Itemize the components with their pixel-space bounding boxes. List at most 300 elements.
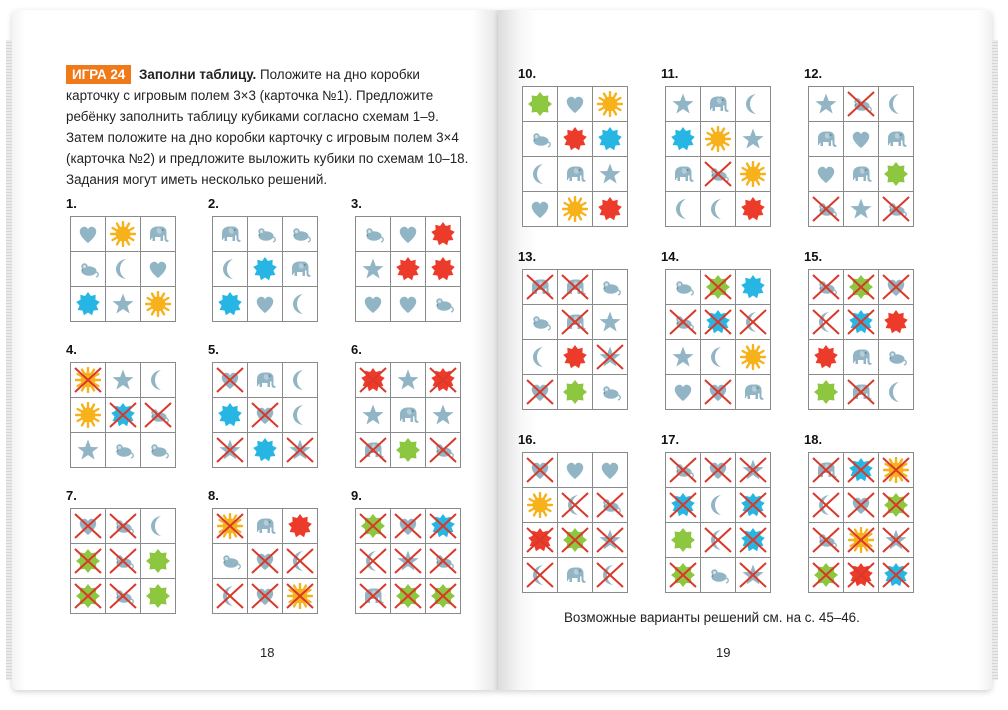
cyan-blot-icon <box>430 513 456 539</box>
grid-cell <box>593 453 627 487</box>
puzzle-scheme <box>804 249 914 410</box>
grid-cell <box>558 87 592 121</box>
star-icon <box>740 562 766 588</box>
star-icon <box>597 344 623 370</box>
grid-cell <box>248 579 282 613</box>
grid-cell <box>844 488 878 522</box>
mouse-icon <box>813 274 839 300</box>
grid-cell <box>879 340 913 374</box>
puzzle-grid <box>70 508 176 614</box>
grid-cell <box>391 252 425 286</box>
grid-cell <box>523 558 557 592</box>
green-blot-icon <box>395 583 421 609</box>
grid-cell <box>523 340 557 374</box>
grid-cell <box>844 87 878 121</box>
heart-icon <box>813 161 839 187</box>
green-blot-icon <box>670 527 696 553</box>
game-tag: ИГРА 24 <box>66 65 131 84</box>
grid-cell <box>844 122 878 156</box>
grid-cell <box>71 544 105 578</box>
puzzle-grid <box>212 508 318 614</box>
puzzle-number: 16. <box>518 432 537 447</box>
grid-cell <box>106 287 140 321</box>
red-blot-icon <box>883 309 909 335</box>
grid-cell <box>523 270 557 304</box>
grid-cell <box>141 579 175 613</box>
grid-cell <box>71 252 105 286</box>
grid-cell <box>356 217 390 251</box>
puzzle-scheme <box>661 432 771 593</box>
mouse-icon <box>287 221 313 247</box>
puzzle-scheme <box>804 432 914 593</box>
puzzle-scheme <box>661 66 771 227</box>
puzzle-number: 7. <box>66 488 77 503</box>
grid-cell <box>701 122 735 156</box>
star-icon <box>360 256 386 282</box>
mouse-icon <box>145 402 171 428</box>
grid-cell <box>213 252 247 286</box>
grid-cell <box>213 287 247 321</box>
solutions-note: Возможные варианты решений см. на с. 45–46. <box>564 610 860 625</box>
grid-cell <box>356 252 390 286</box>
heart-icon <box>527 457 553 483</box>
orange-sun-icon <box>110 221 136 247</box>
green-blot-icon <box>813 379 839 405</box>
grid-cell <box>809 340 843 374</box>
grid-cell <box>844 340 878 374</box>
elephant-icon <box>848 344 874 370</box>
red-blot-icon <box>287 513 313 539</box>
heart-icon <box>395 513 421 539</box>
moon-icon <box>597 562 623 588</box>
grid-cell <box>248 509 282 543</box>
elephant-icon <box>360 437 386 463</box>
grid-cell <box>248 363 282 397</box>
grid-cell <box>736 157 770 191</box>
orange-sun-icon <box>75 402 101 428</box>
grid-cell <box>593 122 627 156</box>
heart-icon <box>75 221 101 247</box>
grid-cell <box>736 523 770 557</box>
elephant-icon <box>740 379 766 405</box>
moon-icon <box>360 548 386 574</box>
puzzle-scheme <box>208 342 318 468</box>
red-blot-icon <box>430 256 456 282</box>
grid-cell <box>701 192 735 226</box>
star-icon <box>360 402 386 428</box>
grid-cell <box>283 217 317 251</box>
puzzle-scheme <box>804 66 914 227</box>
cyan-blot-icon <box>217 291 243 317</box>
green-blot-icon <box>75 548 101 574</box>
heart-icon <box>848 492 874 518</box>
grid-cell <box>666 453 700 487</box>
cyan-blot-icon <box>740 492 766 518</box>
moon-icon <box>883 91 909 117</box>
grid-cell <box>736 375 770 409</box>
puzzle-number: 18. <box>804 432 823 447</box>
grid-cell <box>248 398 282 432</box>
grid-cell <box>71 579 105 613</box>
moon-icon <box>740 309 766 335</box>
puzzle-number: 3. <box>351 196 362 211</box>
grid-cell <box>283 398 317 432</box>
grid-cell <box>844 453 878 487</box>
puzzle-scheme <box>518 249 628 410</box>
moon-icon <box>705 344 731 370</box>
grid-cell <box>356 579 390 613</box>
grid-cell <box>356 287 390 321</box>
orange-sun-icon <box>740 344 766 370</box>
elephant-icon <box>562 161 588 187</box>
grid-cell <box>426 544 460 578</box>
mouse-icon <box>813 196 839 222</box>
moon-icon <box>145 367 171 393</box>
grid-cell <box>844 523 878 557</box>
puzzle-scheme <box>518 432 628 593</box>
mouse-icon <box>110 548 136 574</box>
heart-icon <box>527 379 553 405</box>
grid-cell <box>523 157 557 191</box>
mouse-icon <box>670 457 696 483</box>
green-blot-icon <box>430 583 456 609</box>
puzzle-grid <box>522 86 628 227</box>
heart-icon <box>252 548 278 574</box>
grid-cell <box>141 509 175 543</box>
heart-icon <box>562 457 588 483</box>
grid-cell <box>666 87 700 121</box>
grid-cell <box>106 398 140 432</box>
heart-icon <box>705 457 731 483</box>
mouse-icon <box>430 437 456 463</box>
orange-sun-icon <box>287 583 313 609</box>
red-blot-icon <box>562 344 588 370</box>
moon-icon <box>705 492 731 518</box>
grid-cell <box>879 192 913 226</box>
puzzle-number: 9. <box>351 488 362 503</box>
green-blot-icon <box>848 274 874 300</box>
moon-icon <box>813 492 839 518</box>
star-icon <box>813 91 839 117</box>
green-blot-icon <box>75 583 101 609</box>
grid-cell <box>283 287 317 321</box>
grid-cell <box>391 217 425 251</box>
red-blot-icon <box>597 196 623 222</box>
green-blot-icon <box>883 161 909 187</box>
puzzle-number: 1. <box>66 196 77 211</box>
grid-cell <box>666 122 700 156</box>
cyan-blot-icon <box>252 256 278 282</box>
puzzle-scheme <box>351 196 461 322</box>
green-blot-icon <box>670 562 696 588</box>
star-icon <box>848 196 874 222</box>
elephant-icon <box>527 274 553 300</box>
orange-sun-icon <box>883 457 909 483</box>
grid-cell <box>701 270 735 304</box>
grid-cell <box>736 340 770 374</box>
moon-icon <box>813 309 839 335</box>
mouse-icon <box>883 196 909 222</box>
grid-cell <box>356 398 390 432</box>
grid-cell <box>558 558 592 592</box>
grid-cell <box>71 217 105 251</box>
grid-cell <box>283 252 317 286</box>
grid-cell <box>666 523 700 557</box>
grid-cell <box>844 305 878 339</box>
page-edge <box>6 40 12 680</box>
heart-icon <box>252 583 278 609</box>
grid-cell <box>523 523 557 557</box>
grid-cell <box>736 87 770 121</box>
elephant-icon <box>562 562 588 588</box>
grid-cell <box>106 252 140 286</box>
red-blot-icon <box>527 527 553 553</box>
mouse-icon <box>813 527 839 553</box>
grid-cell <box>844 192 878 226</box>
grid-cell <box>248 287 282 321</box>
game-title: Заполни таблицу. <box>139 67 257 82</box>
orange-sun-icon <box>527 492 553 518</box>
green-blot-icon <box>395 437 421 463</box>
cyan-blot-icon <box>740 527 766 553</box>
heart-icon <box>217 367 243 393</box>
grid-cell <box>558 488 592 522</box>
grid-cell <box>356 544 390 578</box>
mouse-icon <box>670 309 696 335</box>
grid-cell <box>809 523 843 557</box>
puzzle-grid <box>70 362 176 468</box>
star-icon <box>110 367 136 393</box>
grid-cell <box>879 488 913 522</box>
moon-icon <box>287 548 313 574</box>
mouse-icon <box>527 126 553 152</box>
grid-cell <box>736 453 770 487</box>
puzzle-scheme <box>661 249 771 410</box>
moon-icon <box>145 513 171 539</box>
green-blot-icon <box>705 274 731 300</box>
game-instructions <box>66 64 476 190</box>
puzzle-scheme <box>66 488 176 614</box>
grid-cell <box>391 363 425 397</box>
grid-cell <box>106 433 140 467</box>
grid-cell <box>593 87 627 121</box>
page-edge <box>992 40 998 680</box>
grid-cell <box>283 579 317 613</box>
mouse-icon <box>145 437 171 463</box>
grid-cell <box>391 509 425 543</box>
grid-cell <box>71 433 105 467</box>
puzzle-scheme <box>208 196 318 322</box>
grid-cell <box>701 488 735 522</box>
orange-sun-icon <box>740 161 766 187</box>
grid-cell <box>809 87 843 121</box>
puzzle-scheme <box>66 196 176 322</box>
grid-cell <box>426 509 460 543</box>
red-blot-icon <box>562 126 588 152</box>
grid-cell <box>879 305 913 339</box>
grid-cell <box>426 363 460 397</box>
grid-cell <box>736 122 770 156</box>
grid-cell <box>283 509 317 543</box>
grid-cell <box>736 270 770 304</box>
star-icon <box>395 367 421 393</box>
grid-cell <box>523 192 557 226</box>
elephant-icon <box>287 256 313 282</box>
grid-cell <box>391 287 425 321</box>
grid-cell <box>558 157 592 191</box>
grid-cell <box>283 363 317 397</box>
heart-icon <box>360 291 386 317</box>
puzzle-grid <box>808 269 914 410</box>
grid-cell <box>558 122 592 156</box>
mouse-icon <box>527 309 553 335</box>
star-icon <box>217 437 243 463</box>
grid-cell <box>809 558 843 592</box>
grid-cell <box>666 375 700 409</box>
green-blot-icon <box>562 527 588 553</box>
grid-cell <box>666 558 700 592</box>
green-blot-icon <box>527 91 553 117</box>
grid-cell <box>248 252 282 286</box>
elephant-icon <box>252 367 278 393</box>
grid-cell <box>593 558 627 592</box>
grid-cell <box>593 488 627 522</box>
mouse-icon <box>883 344 909 370</box>
grid-cell <box>213 433 247 467</box>
green-blot-icon <box>145 583 171 609</box>
puzzle-scheme <box>518 66 628 227</box>
grid-cell <box>426 252 460 286</box>
grid-cell <box>71 509 105 543</box>
open-book <box>4 2 1004 702</box>
grid-cell <box>558 192 592 226</box>
grid-cell <box>593 305 627 339</box>
grid-cell <box>141 398 175 432</box>
orange-sun-icon <box>145 291 171 317</box>
grid-cell <box>844 558 878 592</box>
grid-cell <box>736 488 770 522</box>
puzzle-grid <box>522 269 628 410</box>
orange-sun-icon <box>217 513 243 539</box>
grid-cell <box>426 287 460 321</box>
grid-cell <box>809 488 843 522</box>
grid-cell <box>523 375 557 409</box>
grid-cell <box>141 363 175 397</box>
puzzle-scheme <box>66 342 176 468</box>
grid-cell <box>213 398 247 432</box>
grid-cell <box>879 122 913 156</box>
moon-icon <box>217 256 243 282</box>
mouse-icon <box>75 256 101 282</box>
grid-cell <box>71 287 105 321</box>
heart-icon <box>562 91 588 117</box>
heart-icon <box>527 196 553 222</box>
puzzle-grid <box>355 216 461 322</box>
grid-cell <box>558 523 592 557</box>
heart-icon <box>597 457 623 483</box>
heart-icon <box>670 379 696 405</box>
orange-sun-icon <box>75 367 101 393</box>
orange-sun-icon <box>705 126 731 152</box>
moon-icon <box>217 583 243 609</box>
elephant-icon <box>145 221 171 247</box>
grid-cell <box>701 523 735 557</box>
star-icon <box>597 161 623 187</box>
puzzle-number: 11. <box>661 66 679 81</box>
moon-icon <box>527 344 553 370</box>
mouse-icon <box>252 221 278 247</box>
orange-sun-icon <box>562 196 588 222</box>
moon-icon <box>110 256 136 282</box>
heart-icon <box>705 379 731 405</box>
mouse-icon <box>217 548 243 574</box>
star-icon <box>395 548 421 574</box>
grid-cell <box>391 579 425 613</box>
grid-cell <box>809 192 843 226</box>
grid-cell <box>391 398 425 432</box>
cyan-blot-icon <box>110 402 136 428</box>
grid-cell <box>879 523 913 557</box>
grid-cell <box>356 433 390 467</box>
grid-cell <box>879 157 913 191</box>
mouse-icon <box>360 221 386 247</box>
heart-icon <box>252 402 278 428</box>
grid-cell <box>879 375 913 409</box>
elephant-icon <box>562 274 588 300</box>
grid-cell <box>701 340 735 374</box>
green-blot-icon <box>562 379 588 405</box>
grid-cell <box>879 453 913 487</box>
grid-cell <box>426 433 460 467</box>
moon-icon <box>705 527 731 553</box>
puzzle-scheme <box>208 488 318 614</box>
mouse-icon <box>110 583 136 609</box>
star-icon <box>110 291 136 317</box>
puzzle-grid <box>355 508 461 614</box>
grid-cell <box>701 558 735 592</box>
puzzle-scheme <box>351 488 461 614</box>
grid-cell <box>141 217 175 251</box>
grid-cell <box>844 270 878 304</box>
elephant-icon <box>217 221 243 247</box>
star-icon <box>430 402 456 428</box>
grid-cell <box>879 270 913 304</box>
grid-cell <box>701 375 735 409</box>
grid-cell <box>248 433 282 467</box>
puzzle-number: 2. <box>208 196 219 211</box>
cyan-blot-icon <box>75 291 101 317</box>
grid-cell <box>558 270 592 304</box>
green-blot-icon <box>883 492 909 518</box>
grid-cell <box>248 217 282 251</box>
heart-icon <box>75 513 101 539</box>
heart-icon <box>252 291 278 317</box>
red-blot-icon <box>360 367 386 393</box>
grid-cell <box>593 340 627 374</box>
grid-cell <box>558 305 592 339</box>
mouse-icon <box>110 513 136 539</box>
elephant-icon <box>848 379 874 405</box>
grid-cell <box>809 122 843 156</box>
grid-cell <box>106 509 140 543</box>
grid-cell <box>593 192 627 226</box>
grid-cell <box>426 579 460 613</box>
moon-icon <box>670 196 696 222</box>
star-icon <box>287 437 313 463</box>
elephant-icon <box>848 161 874 187</box>
green-blot-icon <box>145 548 171 574</box>
grid-cell <box>809 453 843 487</box>
